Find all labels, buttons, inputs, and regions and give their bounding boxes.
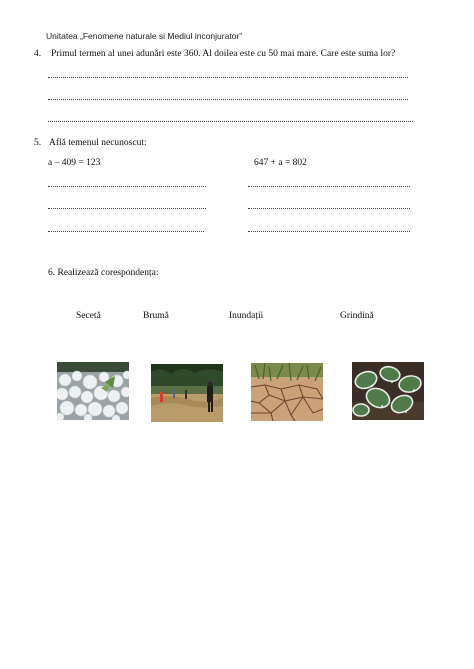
word-grindina: Grindină: [340, 311, 374, 321]
exercise-5-number: 5.: [34, 138, 42, 148]
frost-photo: [352, 362, 424, 420]
answer-line[interactable]: [248, 208, 410, 209]
unit-header: Unitatea „Fenomene naturale si Mediul inconjurator”: [46, 31, 243, 41]
drought-photo: [251, 363, 323, 421]
word-inundatii: Inundații: [229, 311, 264, 321]
answer-line[interactable]: [48, 121, 413, 122]
equation-right: 647 + a = 802: [254, 158, 307, 168]
answer-line[interactable]: [48, 231, 204, 232]
exercise-5-text: Află temenul necunoscut:: [49, 138, 147, 148]
hail-photo: [57, 362, 129, 420]
answer-line[interactable]: [48, 99, 408, 100]
answer-line[interactable]: [248, 186, 410, 187]
answer-line[interactable]: [48, 208, 206, 209]
flood-photo: [151, 364, 223, 422]
answer-line[interactable]: [48, 186, 206, 187]
exercise-4-text: Primul termen al unei adunări este 360. Al doilea este cu 50 mai mare. Care este suma lor?: [51, 49, 396, 59]
exercise-6-text: 6. Realizează corespondența:: [48, 268, 159, 278]
word-seceta: Secetă: [76, 311, 101, 321]
equation-left: a – 409 = 123: [48, 158, 101, 168]
exercise-4-number: 4.: [34, 49, 42, 59]
answer-line[interactable]: [48, 77, 408, 78]
answer-line[interactable]: [248, 231, 410, 232]
word-bruma: Brumă: [143, 311, 169, 321]
